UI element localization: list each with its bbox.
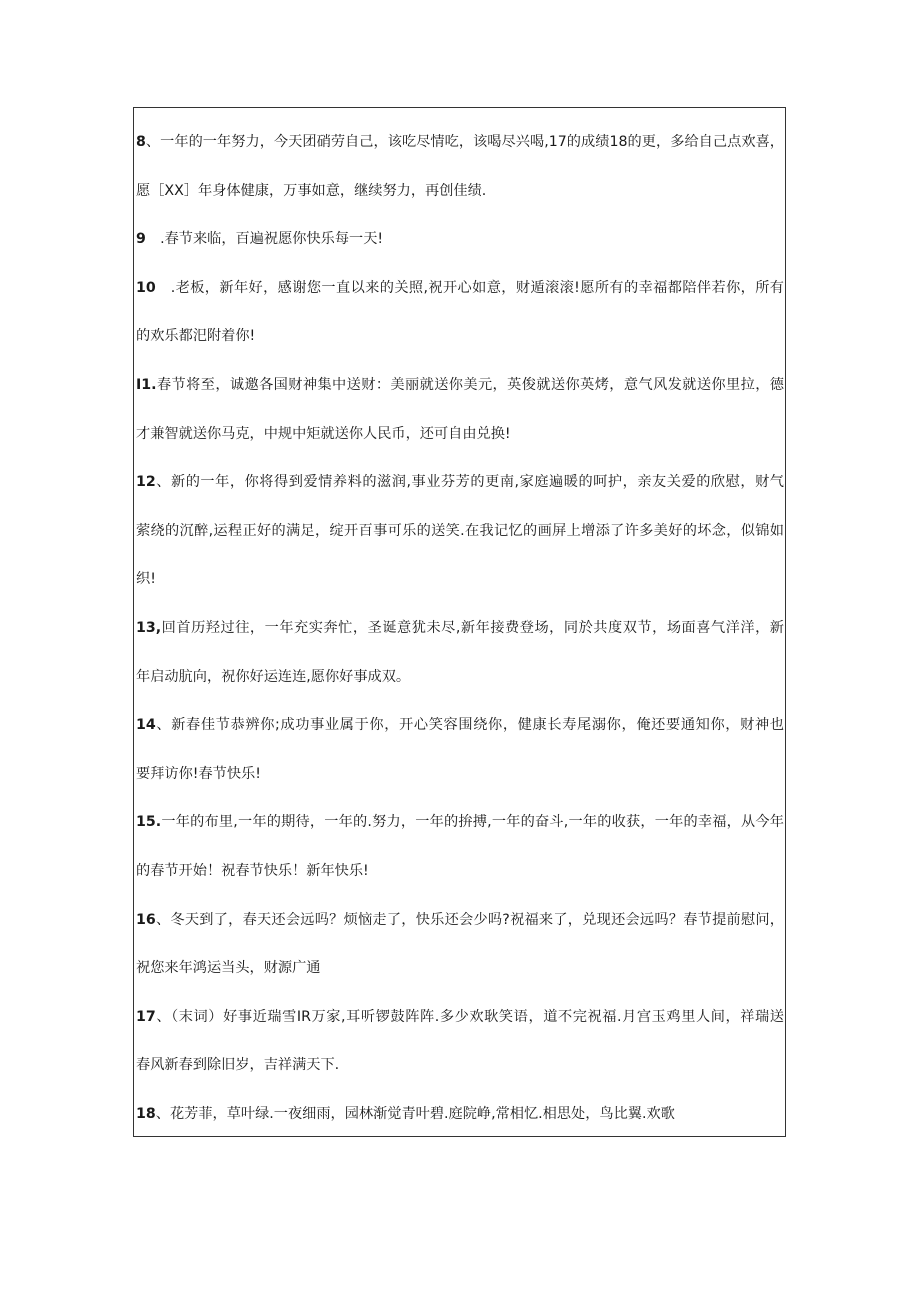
text-line	[136, 458, 784, 507]
text-line	[136, 604, 784, 653]
item-number: 16	[136, 911, 156, 928]
item-number: 8	[136, 134, 146, 150]
item-number: I1.	[136, 376, 157, 393]
text-line	[136, 118, 784, 167]
text-line	[136, 798, 784, 847]
line-text: 愿［XX］年身体健康，万事如意，继续努力，再创佳绩.	[136, 182, 487, 199]
line-text: 织!	[136, 571, 156, 588]
line-text: 、新春佳节恭辨你;成功事业属于你，开心笑容围绕你，健康长寿尾溺你，俺还要通知你，财神也	[155, 717, 784, 734]
item-number: 12	[136, 474, 156, 491]
line-text: 春风新春到除旧岁，吉祥满天下.	[136, 1057, 340, 1074]
item-number: 14	[136, 717, 156, 734]
item-number: 10	[136, 279, 156, 296]
text-line	[136, 750, 784, 799]
line-text: 才兼智就送你马克，中规中矩就送你人民币，还可自由兑换!	[136, 425, 511, 442]
item-number: 18	[136, 1105, 156, 1122]
text-line	[136, 896, 784, 945]
text-line	[136, 847, 784, 896]
item-number: 15.	[136, 814, 162, 831]
line-text: 年启动肮向，祝你好运连连,愿你好事成双。	[136, 668, 411, 685]
line-text: 回首历羟过往，一年充实奔忙，圣诞意犹未尽,新年接费登场，同於共度双节，场面喜气洋洋，新	[161, 619, 784, 636]
line-text: .老板，新年好，感谢您一直以来的关照,祝开心如意，财遁滚滚!愿所有的幸福都陪伴若你，所有	[155, 279, 784, 296]
item-number: 17	[136, 1008, 156, 1025]
text-line	[136, 410, 784, 459]
text-line	[136, 507, 784, 556]
text-line	[136, 264, 784, 313]
line-text: 萦绕的沉醉,运程正好的满足，绽开百事可乐的送笑.在我记忆的画屏上增添了许多美好的坏念，似锦如	[136, 522, 784, 539]
document-body	[136, 118, 784, 1138]
text-line	[136, 361, 784, 410]
line-text: 春节将至，诚邀各国财神集中送财：美丽就送你美元，英俊就送你英烤，意气风发就送你里拉，德	[156, 376, 784, 393]
line-text: 、一年的一年努力，今天团硝劳自己，该吃尽情吃，该喝尽兴喝,17的成绩18的更，多给自己点欢喜，	[145, 134, 784, 150]
line-text: 的欢乐都汜附着你!	[136, 328, 256, 345]
text-line	[136, 1090, 784, 1139]
text-line	[136, 993, 784, 1042]
text-line	[136, 653, 784, 702]
line-text: 一年的布里,一年的期待，一年的.努力，一年的拚搏,一年的奋斗,一年的收获，一年的幸福，从今年	[161, 814, 784, 831]
line-text: 、冬天到了，春天还会远吗？烦恼走了，快乐还会少吗?祝福来了，兑现还会远吗？春节提前慰问，	[155, 911, 784, 928]
text-line	[136, 944, 784, 993]
line-text: 的春节开始！祝春节快乐！新年快乐!	[136, 862, 369, 879]
line-text: 祝您来年鸿运当头，财源广通	[136, 960, 321, 977]
text-line	[136, 215, 784, 264]
line-text: 、（末词）好事近瑞雪IR万家,耳听锣鼓阵阵.多少欢耿笑语，道不完祝福.月宫玉鸡里人间，祥瑞送	[155, 1008, 784, 1025]
text-line	[136, 555, 784, 604]
text-line	[136, 701, 784, 750]
line-text: .春节来临，百遍祝愿你快乐每一天!	[145, 231, 384, 248]
text-line	[136, 167, 784, 216]
item-number: 9	[136, 231, 146, 248]
text-line	[136, 1041, 784, 1090]
line-text: 、新的一年，你将得到爱情养料的滋润,事业芬芳的更南,家庭遍暖的呵护，亲友关爱的欣慰，财气	[155, 474, 784, 491]
line-text: 要拜访你!春节快乐!	[136, 765, 261, 782]
text-line	[136, 312, 784, 361]
line-text: 、花芳菲，草叶绿.一夜细雨，园林渐觉青叶碧.庭院峥,常相忆.相思处，鸟比翼.欢歌	[155, 1105, 675, 1122]
item-number: 13,	[136, 619, 162, 636]
